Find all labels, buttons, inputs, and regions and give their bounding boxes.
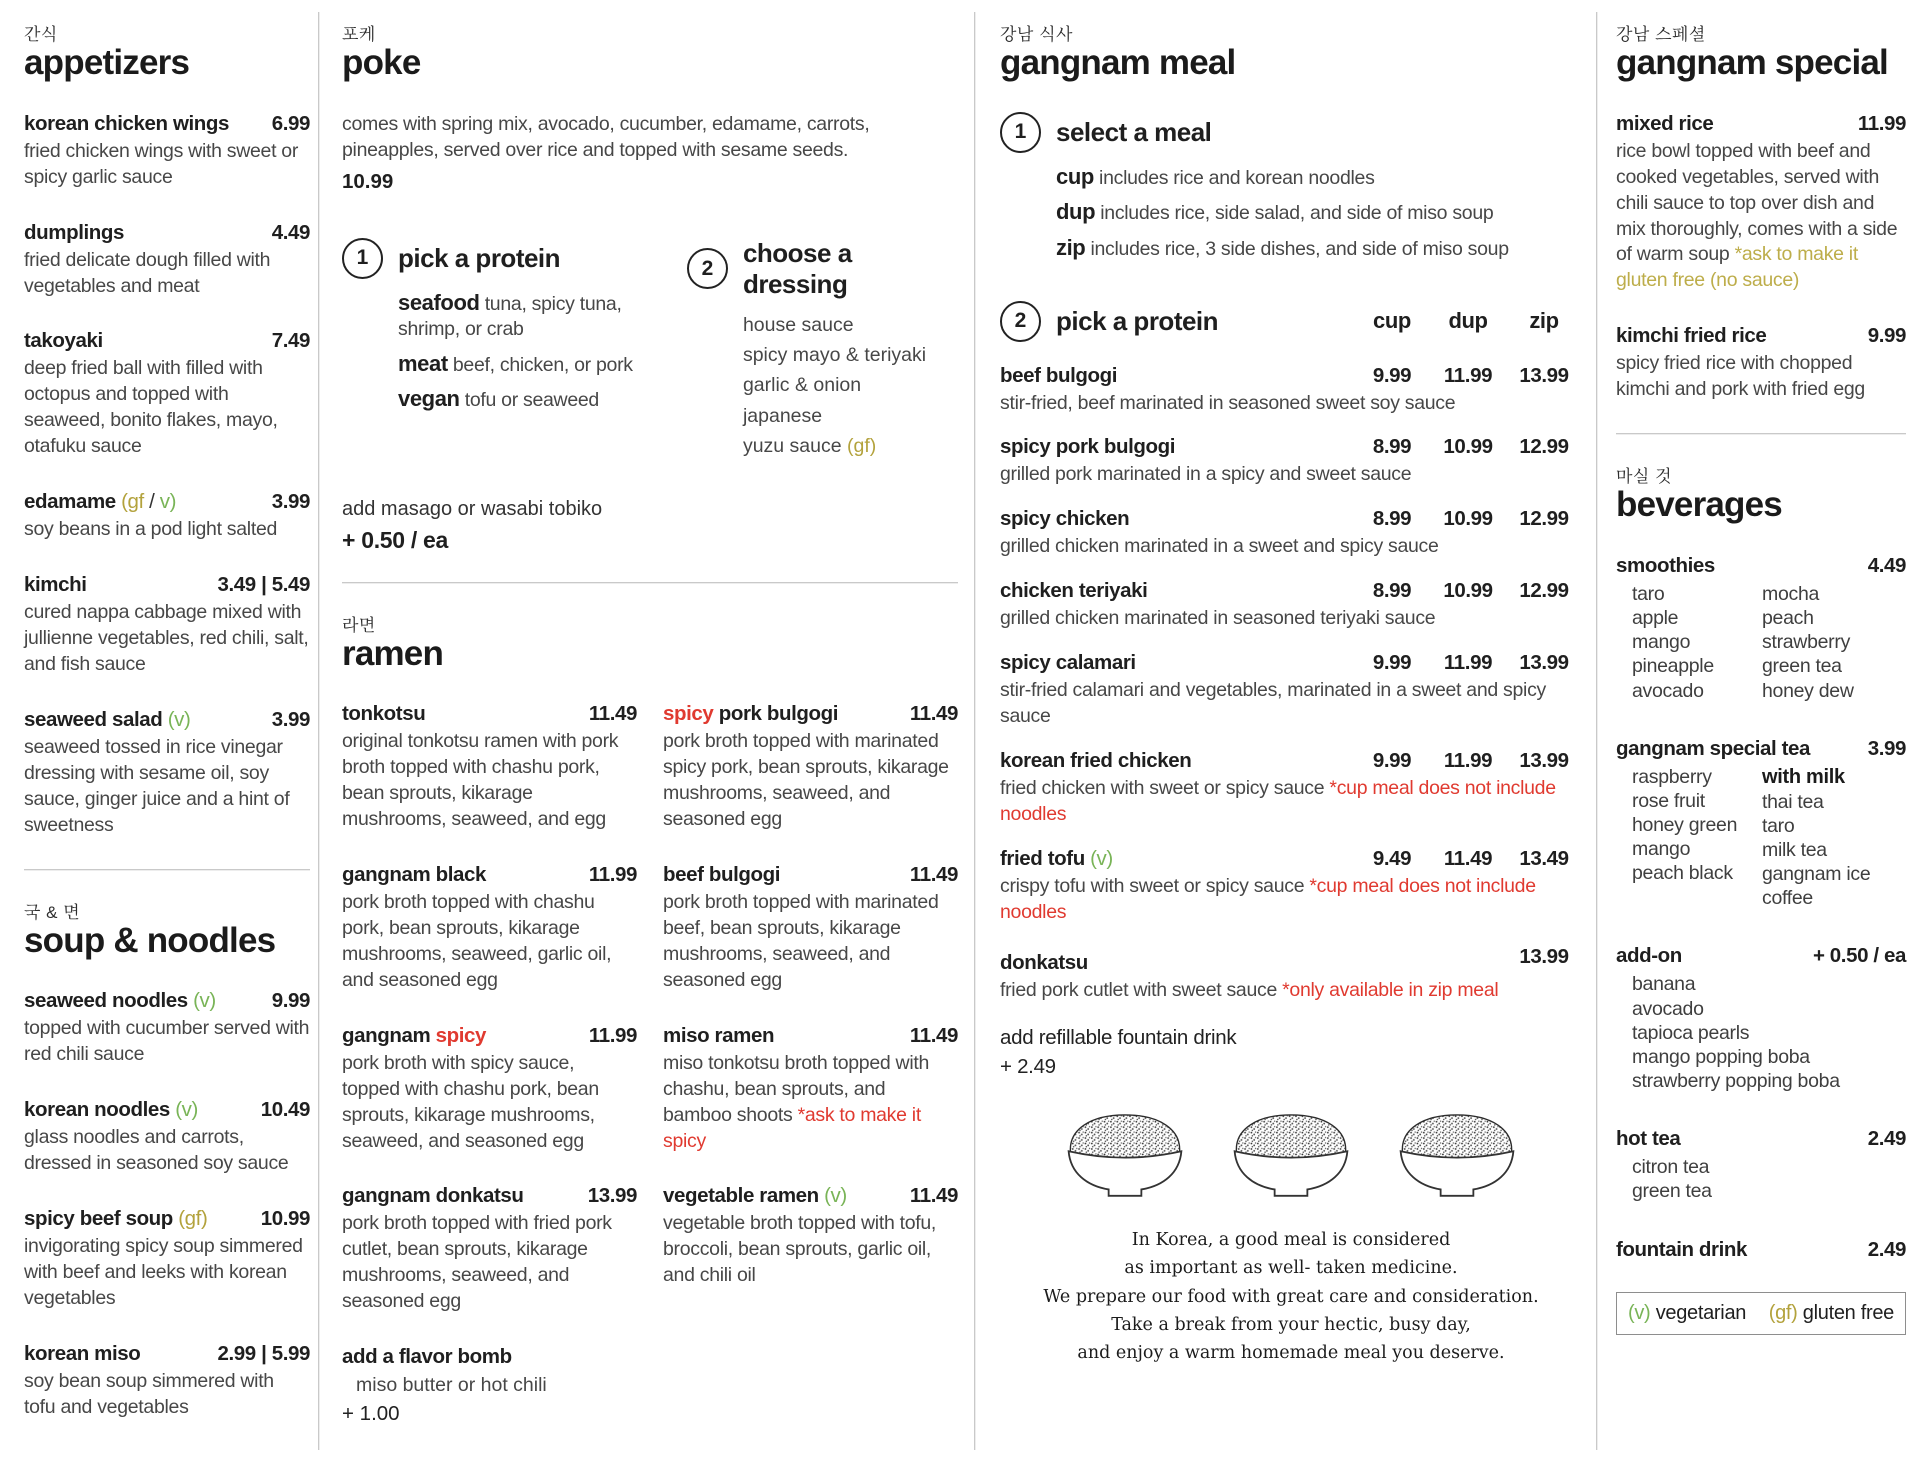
protein-option-vegan: vegan tofu or seaweed (398, 386, 599, 412)
item-desc: crispy tofu with sweet or spicy sauce *cup meal does not include noodles (1000, 874, 1536, 923)
flavor-option: gangnam ice coffee (1762, 863, 1871, 910)
dressing-option: garlic & onion (742, 374, 862, 397)
section-korean-label: 라면 (342, 615, 376, 635)
beverage-smoothies (1616, 554, 1906, 703)
addon-option: strawberry popping boba (1632, 1070, 1840, 1093)
price-zip: 13.99 (1519, 749, 1569, 773)
item-price: 3.49 | 5.49 (217, 573, 310, 597)
menu-item-korean-noodles (24, 1098, 310, 1177)
section-title: gangnam special (1616, 43, 1888, 82)
poke-price: 10.99 (342, 169, 394, 193)
item-price: 3.99 (271, 490, 310, 514)
item-name: korean fried chicken (1000, 749, 1192, 773)
section-header-ramen (342, 611, 958, 673)
step-number-circle: 2 (1000, 301, 1041, 342)
item-name: vegetable ramen (v) (663, 1184, 847, 1208)
flavor-bomb-price: + 1.00 (342, 1402, 400, 1426)
flavor-option: peach black (1632, 862, 1733, 885)
addon-option: banana (1632, 973, 1696, 996)
tag-separator: / (149, 490, 155, 514)
ramen-right-column (663, 702, 958, 1426)
rice-bowls-illustration (1000, 1104, 1582, 1204)
price-dup (1430, 945, 1506, 969)
ramen-columns (342, 702, 958, 1426)
protein-option-meat: meat beef, chicken, or pork (398, 350, 633, 376)
rice-bowl-icon (1050, 1104, 1200, 1204)
item-desc: invigorating spicy soup simmered with beef and leeks with korean vegetables (24, 1234, 303, 1309)
item-desc: cured nappa cabbage mixed with jullienne vegetables, red chili, salt, and fish sauce (24, 601, 309, 675)
flavor-option: apple (1632, 607, 1679, 630)
column-gangnam-meal (1000, 20, 1582, 1368)
addon-option: mango popping boba (1632, 1045, 1810, 1068)
item-desc: pork broth with spicy sauce, topped with chashu pork, bean sprouts, kikarage mushrooms, seaweed, and seasoned egg (342, 1051, 599, 1152)
menu-item-seaweed-noodles (24, 989, 310, 1068)
item-desc: pork broth topped with chashu pork, bean sprouts, kikarage mushrooms, seaweed, garlic oil, and seasoned egg (342, 891, 612, 991)
item-name: add-on (1616, 944, 1682, 968)
poke-step-dressing (687, 238, 958, 462)
gluten-free-note: *ask to make it gluten free (no sauce) (1616, 243, 1858, 292)
item-desc: rice bowl topped with beef and cooked vegetables, served with chili sauce to top over dish and mix thoroughly, comes with a side of warm soup *ask to make it gluten free (no sauce) (1616, 139, 1898, 292)
item-desc: stir-fried, beef marinated in seasoned sweet soy sauce (1000, 391, 1456, 414)
price-zip: 12.99 (1519, 435, 1569, 459)
item-desc: grilled chicken marinated in a sweet and spicy sauce (1000, 535, 1439, 558)
menu-item-spicy-beef-soup (24, 1207, 310, 1312)
item-price: 3.99 (1867, 736, 1906, 760)
price-dup: 10.99 (1443, 507, 1493, 531)
menu-quote (1000, 1226, 1582, 1368)
item-desc: soy bean soup simmered with tofu and vegetables (24, 1369, 274, 1418)
section-korean-label: 국 & 면 (24, 902, 81, 922)
menu-item-edamame (24, 490, 310, 543)
section-korean-label: 간식 (24, 25, 58, 44)
item-desc: original tonkotsu ramen with pork broth topped with chashu pork, bean sprouts, kikarage mushrooms, seaweed, and egg (342, 730, 619, 831)
gluten-free-tag: (gf) (1768, 1301, 1798, 1324)
vegetarian-tag: (v) (1628, 1301, 1651, 1324)
meal-item-spicy-pork-bulgogi (1000, 435, 1582, 488)
item-name: fountain drink (1616, 1237, 1748, 1261)
meal-option-cup: cup includes rice and korean noodles (1056, 163, 1375, 189)
flavor-option: thai tea (1762, 790, 1824, 813)
price-cup: 9.99 (1372, 363, 1412, 387)
meal-item-chicken-teriyaki (1000, 579, 1582, 632)
step-number-circle: 1 (342, 238, 383, 279)
smoothie-flavors-right (1762, 582, 1906, 703)
ramen-left-column (342, 702, 637, 1426)
quote-line: Take a break from your hectic, busy day, (1111, 1315, 1471, 1336)
item-name: chicken teriyaki (1000, 579, 1148, 603)
addon-option: avocado (1632, 997, 1704, 1020)
beverage-hot-tea (1616, 1127, 1906, 1203)
poke-steps (342, 238, 958, 462)
section-header-soup-noodles (24, 898, 310, 960)
flavor-option: mango (1632, 838, 1691, 861)
item-price: 4.49 (271, 220, 310, 244)
flavor-option: avocado (1632, 679, 1704, 702)
vegetarian-tag: (v) (167, 707, 191, 731)
section-divider (1616, 433, 1906, 434)
item-name: spicy beef soup (gf) (24, 1206, 208, 1230)
column-divider (1596, 12, 1597, 1450)
protein-option-seafood: seafood tuna, spicy tuna, shrimp, or crab (398, 289, 622, 341)
menu-item-gangnam-black (342, 863, 637, 994)
flavor-option: taro (1762, 814, 1795, 837)
item-desc: topped with cucumber served with red chili sauce (24, 1017, 310, 1066)
section-title: beverages (1616, 485, 1782, 525)
section-title: gangnam meal (1000, 43, 1236, 82)
menu-item-beef-bulgogi-ramen (663, 863, 958, 994)
item-price: 9.99 (271, 989, 310, 1013)
beverage-special-tea (1616, 737, 1906, 911)
vegetarian-tag: (v) (193, 989, 216, 1013)
menu-item-vegetable-ramen (663, 1184, 958, 1289)
price-cup: 8.99 (1372, 579, 1412, 603)
item-desc: pork broth topped with marinated spicy pork, bean sprouts, kikarage mushrooms, seaweed, and seasoned egg (663, 730, 949, 831)
item-price: 11.99 (588, 863, 637, 887)
item-desc: pork broth topped with marinated beef, bean sprouts, kikarage mushrooms, seaweed, and seasoned egg (663, 891, 939, 991)
item-desc: fried chicken wings with sweet or spicy garlic sauce (24, 139, 299, 188)
item-name: takoyaki (24, 329, 103, 353)
flavor-option: milk tea (1762, 838, 1827, 861)
item-name: tonkotsu (342, 702, 426, 726)
gluten-free-tag: (gf) (847, 435, 877, 458)
item-desc: grilled chicken marinated in seasoned teriyaki sauce (1000, 607, 1436, 630)
spicy-accent: spicy (663, 702, 714, 726)
section-header-gangnam-meal (1000, 20, 1582, 82)
price-zip: 12.99 (1519, 579, 1569, 603)
price-cup: 9.49 (1372, 846, 1412, 870)
menu-item-korean-miso (24, 1342, 310, 1421)
item-desc: stir-fried calamari and vegetables, marinated in a sweet and spicy sauce (1000, 679, 1546, 728)
flavor-bomb-options: miso butter or hot chili (356, 1374, 547, 1397)
with-milk-header: with milk (1762, 765, 1845, 788)
item-price: 11.99 (588, 1023, 637, 1047)
section-header-appetizers (24, 20, 310, 82)
item-price: 11.49 (588, 702, 637, 726)
menu-item-seaweed-salad (24, 708, 310, 839)
item-price: 2.99 | 5.99 (217, 1341, 310, 1365)
price-dup: 10.99 (1443, 435, 1493, 459)
tea-option: green tea (1632, 1180, 1712, 1203)
flavor-option: peach (1762, 607, 1814, 630)
flavor-option: honey dew (1762, 679, 1854, 702)
fountain-price: + 2.49 (1000, 1055, 1056, 1079)
column-poke-ramen (342, 20, 958, 1426)
menu-item-gangnam-spicy (342, 1024, 637, 1155)
item-price: 11.49 (909, 1184, 958, 1208)
step-title: pick a protein (398, 242, 561, 273)
item-price: 13.99 (587, 1184, 637, 1208)
item-name: gangnam spicy (342, 1023, 487, 1047)
section-divider (342, 582, 958, 583)
price-cup: 8.99 (1372, 435, 1412, 459)
item-price: 11.49 (909, 1023, 958, 1047)
meal-step-protein-header (1000, 301, 1582, 342)
item-name: smoothies (1616, 553, 1715, 577)
step-title: pick a protein (1056, 305, 1219, 336)
flavor-option: taro (1632, 582, 1665, 605)
menu-item-kimchi (24, 573, 310, 678)
item-name: gangnam donkatsu (342, 1184, 524, 1208)
column-divider (318, 12, 319, 1450)
section-title: appetizers (24, 43, 190, 82)
poke-step-protein (342, 238, 687, 462)
price-dup: 11.99 (1443, 363, 1493, 387)
step-title: choose a dressing (742, 237, 852, 299)
price-zip: 13.99 (1519, 651, 1569, 675)
item-name: donkatsu (1000, 950, 1088, 974)
meal-item-spicy-chicken (1000, 507, 1582, 560)
addon-options (1632, 972, 1840, 1093)
item-price: 2.49 (1867, 1237, 1906, 1261)
quote-line: We prepare our food with great care and consideration. (1043, 1286, 1539, 1307)
item-price: 11.49 (909, 702, 958, 726)
item-name: korean miso (24, 1341, 141, 1365)
meal-note: *cup meal does not include noodles (1000, 777, 1556, 825)
menu-item-takoyaki (24, 329, 310, 460)
item-price: 11.49 (909, 863, 958, 887)
column-divider (974, 12, 975, 1450)
price-column-headers (1354, 308, 1582, 334)
item-desc: seaweed tossed in rice vinegar dressing with sesame oil, soy sauce, ginger juice and a hint of sweetness (24, 735, 290, 836)
spicy-accent: spicy (435, 1023, 487, 1047)
addon-label: add masago or wasabi tobiko (342, 497, 603, 520)
flavor-option: green tea (1762, 655, 1842, 678)
tea-flavors-right (1762, 765, 1906, 911)
quote-line: In Korea, a good meal is considered (1131, 1230, 1451, 1251)
price-zip: 12.99 (1519, 507, 1569, 531)
tea-option: citron tea (1632, 1156, 1710, 1179)
menu-item-dumplings (24, 221, 310, 300)
rice-bowl-icon (1216, 1104, 1366, 1204)
meal-option-dup: dup includes rice, side salad, and side of miso soup (1056, 199, 1494, 225)
price-dup: 11.99 (1443, 651, 1493, 675)
meal-item-fried-tofu (1000, 847, 1582, 926)
meal-item-beef-bulgogi (1000, 364, 1582, 417)
price-head-cup: cup (1373, 308, 1411, 334)
step-number-circle: 1 (1000, 112, 1041, 153)
item-desc: pork broth topped with fried pork cutlet, bean sprouts, kikarage mushrooms, seaweed, and seasoned egg (342, 1212, 612, 1313)
price-cup: 9.99 (1372, 651, 1412, 675)
item-name: spicy pork bulgogi (1000, 435, 1176, 459)
vegetarian-tag: (v) (1090, 846, 1113, 870)
item-price: 7.49 (271, 329, 310, 353)
item-name: beef bulgogi (663, 863, 781, 887)
item-name: seaweed noodles (v) (24, 989, 216, 1013)
price-head-dup: dup (1448, 308, 1488, 334)
column-special-beverages (1616, 20, 1906, 1335)
price-dup: 11.99 (1443, 749, 1493, 773)
menu-item-mixed-rice (1616, 112, 1906, 295)
item-desc: miso tonkotsu broth topped with chashu, bean sprouts, and bamboo shoots *ask to make it spicy (663, 1051, 930, 1152)
meal-item-donkatsu (1000, 945, 1582, 1004)
vegetarian-tag: (v) (175, 1098, 198, 1122)
item-price: 10.49 (260, 1098, 310, 1122)
section-korean-label: 포케 (342, 25, 376, 44)
flavor-option: raspberry (1632, 765, 1712, 788)
item-name: miso ramen (663, 1023, 775, 1047)
item-price: 3.99 (271, 707, 310, 731)
item-name: hot tea (1616, 1127, 1681, 1151)
section-korean-label: 강남 스페셜 (1616, 25, 1706, 44)
section-divider (24, 869, 310, 870)
item-name: spicy pork bulgogi (663, 702, 839, 726)
smoothie-flavors-left (1632, 582, 1762, 703)
item-price: 2.49 (1867, 1127, 1906, 1151)
meal-item-spicy-calamari (1000, 651, 1582, 730)
meal-option-zip: zip includes rice, 3 side dishes, and side of miso soup (1056, 234, 1509, 260)
legend-gluten-free: (gf) gluten free (1768, 1301, 1894, 1324)
meal-note: *cup meal does not include noodles (1000, 874, 1536, 923)
item-name: spicy calamari (1000, 651, 1136, 675)
vegetarian-tag: (v) (824, 1184, 847, 1208)
item-name: korean chicken wings (24, 111, 230, 135)
flavor-option: pineapple (1632, 655, 1714, 678)
item-desc: soy beans in a pod light salted (24, 518, 278, 541)
price-dup: 10.99 (1443, 579, 1493, 603)
section-korean-label: 마실 것 (1616, 467, 1672, 487)
item-price: 10.99 (260, 1206, 310, 1230)
section-korean-label: 강남 식사 (1000, 25, 1073, 44)
legend-vegetarian: (v) vegetarian (1628, 1301, 1747, 1324)
flavor-option: mocha (1762, 582, 1820, 605)
item-name: gangnam special tea (1616, 736, 1811, 760)
menu-item-gangnam-donkatsu (342, 1184, 637, 1315)
meal-note: *only available in zip meal (1282, 978, 1499, 1001)
menu-item-kimchi-fried-rice (1616, 324, 1906, 403)
item-desc: fried pork cutlet with sweet sauce *only available in zip meal (1000, 978, 1499, 1001)
item-desc: fried chicken with sweet or spicy sauce *cup meal does not include noodles (1000, 777, 1556, 825)
item-name: kimchi fried rice (1616, 324, 1767, 348)
column-appetizers (24, 20, 310, 1451)
section-title: ramen (342, 633, 444, 673)
item-name: spicy chicken (1000, 507, 1130, 531)
flavor-bomb-addon (342, 1345, 637, 1426)
price-zip: 13.99 (1519, 363, 1569, 387)
item-desc: spicy fried rice with chopped kimchi and pork with fried egg (1616, 352, 1865, 401)
item-name: dumplings (24, 220, 125, 244)
item-name: edamame (gf / v) (24, 490, 176, 514)
item-name: gangnam black (342, 863, 487, 887)
flavor-option: honey green (1632, 814, 1738, 837)
price-head-zip: zip (1529, 308, 1559, 334)
fountain-label: add refillable fountain drink (1000, 1025, 1237, 1049)
dressing-option: japanese (742, 404, 823, 427)
item-price: 9.99 (1867, 324, 1906, 348)
item-name: fried tofu (v) (1000, 846, 1113, 870)
dressing-option: spicy mayo & teriyaki (742, 344, 927, 366)
section-title: soup & noodles (24, 920, 276, 960)
item-name: kimchi (24, 573, 87, 597)
item-desc: grilled pork marinated in a spicy and sweet sauce (1000, 463, 1412, 486)
tea-flavors-left (1632, 765, 1762, 911)
dressing-option: house sauce (742, 313, 854, 336)
gluten-free-tag: (gf) (178, 1206, 208, 1230)
dressing-option-yuzu: yuzu sauce (gf) (742, 435, 877, 458)
flavor-option: mango (1632, 631, 1691, 654)
meal-step-select (1000, 112, 1582, 263)
beverage-fountain-drink (1616, 1238, 1906, 1262)
meal-fountain-addon (1000, 1023, 1582, 1082)
poke-description: comes with spring mix, avocado, cucumber, edamame, carrots, pineapples, served over rice and topped with sesame seeds. (342, 112, 870, 161)
quote-line: as important as well- taken medicine. (1124, 1258, 1458, 1279)
addon-option: tapioca pearls (1632, 1021, 1750, 1044)
hot-tea-options (1632, 1155, 1712, 1203)
menu-item-miso-ramen (663, 1024, 958, 1155)
item-price: 6.99 (271, 111, 310, 135)
flavor-option: rose fruit (1632, 789, 1705, 812)
price-cup: 8.99 (1372, 507, 1412, 531)
item-desc: deep fried ball with filled with octopus and topped with seaweed, bonito flakes, mayo, otafuku sauce (24, 357, 278, 458)
meal-item-korean-fried-chicken (1000, 749, 1582, 828)
quote-line: and enjoy a warm homemade meal you deserve. (1077, 1343, 1505, 1364)
item-price: 11.99 (1857, 111, 1906, 135)
gluten-free-tag: (gf (121, 490, 144, 514)
poke-addon (342, 498, 958, 554)
section-header-poke (342, 20, 958, 82)
spicy-note: *ask to make it spicy (663, 1103, 921, 1152)
flavor-bomb-title: add a flavor bomb (342, 1345, 512, 1369)
item-desc: fried delicate dough filled with vegetables and meat (24, 248, 271, 297)
menu-item-spicy-pork-bulgogi-ramen (663, 702, 958, 833)
section-header-gangnam-special (1616, 20, 1906, 82)
item-desc: glass noodles and carrots, dressed in seasoned soy sauce (24, 1126, 289, 1175)
step-number-circle: 2 (687, 248, 728, 289)
item-name: beef bulgogi (1000, 363, 1118, 387)
price-dup: 11.49 (1443, 846, 1493, 870)
item-name: seaweed salad (v) (24, 707, 191, 731)
price-zip: 13.99 (1519, 944, 1569, 968)
step-title: select a meal (1056, 116, 1212, 147)
rice-bowl-icon (1382, 1104, 1532, 1204)
beverage-addon (1616, 944, 1906, 1093)
price-cup: 9.99 (1372, 749, 1412, 773)
item-price: 4.49 (1867, 553, 1906, 577)
price-zip: 13.49 (1519, 846, 1569, 870)
menu-item-tonkotsu (342, 702, 637, 833)
section-title: poke (342, 43, 421, 82)
section-header-beverages (1616, 462, 1906, 524)
dietary-legend (1616, 1292, 1906, 1335)
item-desc: vegetable broth topped with tofu, broccoli, bean sprouts, garlic oil, and chili oil (663, 1212, 937, 1287)
addon-price: + 0.50 / ea (342, 526, 449, 553)
menu-item-korean-chicken-wings (24, 112, 310, 191)
flavor-option: strawberry (1762, 631, 1851, 654)
price-cup (1354, 945, 1430, 969)
item-name: mixed rice (1616, 111, 1714, 135)
item-price: + 0.50 / ea (1812, 944, 1906, 968)
vegetarian-tag: v) (159, 490, 176, 514)
item-name: korean noodles (v) (24, 1098, 198, 1122)
